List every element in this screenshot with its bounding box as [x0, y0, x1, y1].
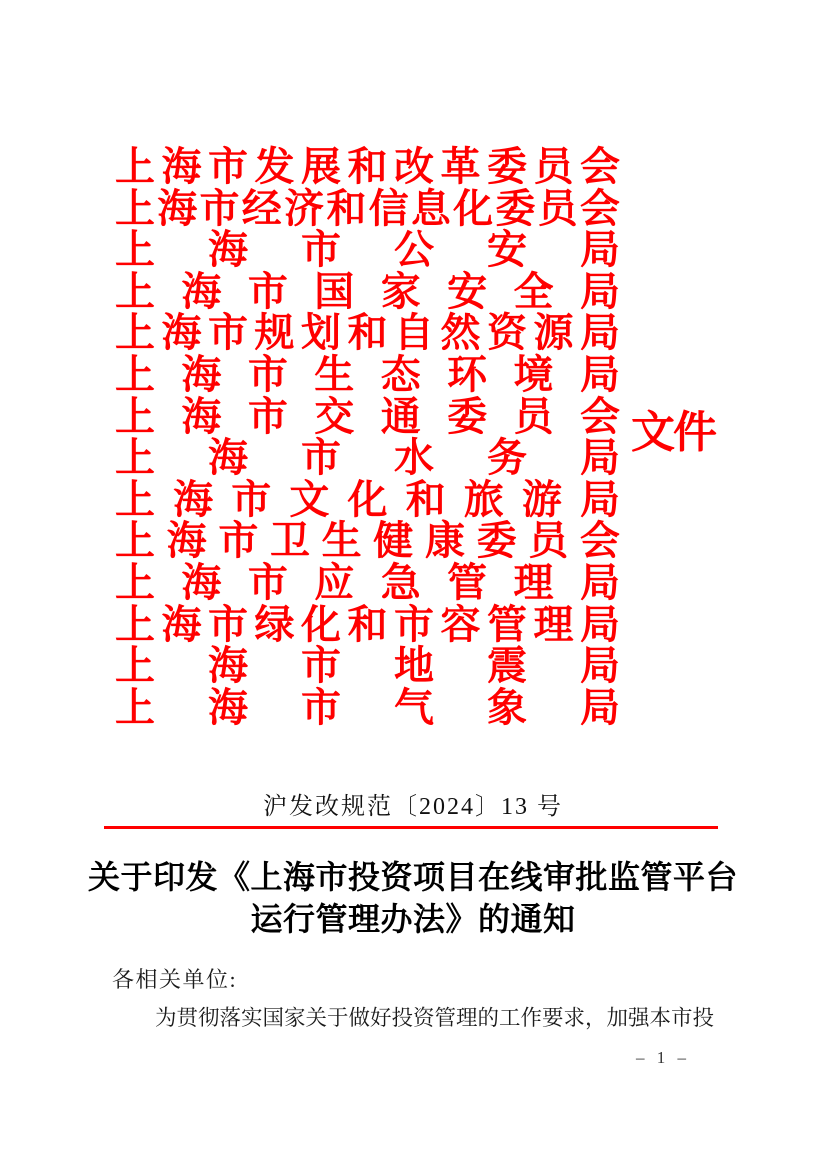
agency-line: 上 海 市 应 急 管 理 局 [115, 559, 620, 605]
agency-line: 上 海 市 水 务 局 [115, 435, 620, 481]
document-title [40, 856, 786, 940]
agency-line: 上 海 市 国 家 安 全 局 [115, 268, 620, 314]
salutation: 各相关单位: [112, 967, 238, 992]
agency-line: 上 海 市 卫 生 健 康 委 员 会 [115, 518, 620, 564]
page-number: – 1 – [636, 1048, 690, 1067]
body-paragraph: 为贯彻落实国家关于做好投资管理的工作要求，加强本市投 [155, 1006, 715, 1030]
agency-line: 上 海 市 经 济 和 信 息 化 委 员 会 [115, 185, 620, 231]
agency-line: 上 海 市 绿 化 和 市 容 管 理 局 [115, 601, 620, 647]
doc-number: 沪发改规范〔2024〕13 号 [263, 794, 563, 820]
letterhead-wenjian-label: 文件 [631, 408, 715, 457]
agency-list [115, 146, 620, 728]
red-divider-line [104, 826, 718, 829]
agency-line: 上 海 市 生 态 环 境 局 [115, 351, 620, 397]
agency-line: 上 海 市 气 象 局 [115, 684, 620, 730]
agency-line: 上 海 市 文 化 和 旅 游 局 [115, 476, 620, 522]
agency-line: 上 海 市 地 震 局 [115, 643, 620, 689]
agency-line: 上 海 市 规 划 和 自 然 资 源 局 [115, 310, 620, 356]
agency-line: 上 海 市 发 展 和 改 革 委 员 会 [115, 144, 620, 189]
document-title-line-1: 关于印发《上海市投资项目在线审批监管平台 [87, 859, 738, 895]
agency-line: 上 海 市 交 通 委 员 会 [115, 393, 620, 439]
agency-line: 上 海 市 公 安 局 [115, 227, 620, 273]
document-title-line-2: 运行管理办法》的通知 [250, 901, 576, 937]
